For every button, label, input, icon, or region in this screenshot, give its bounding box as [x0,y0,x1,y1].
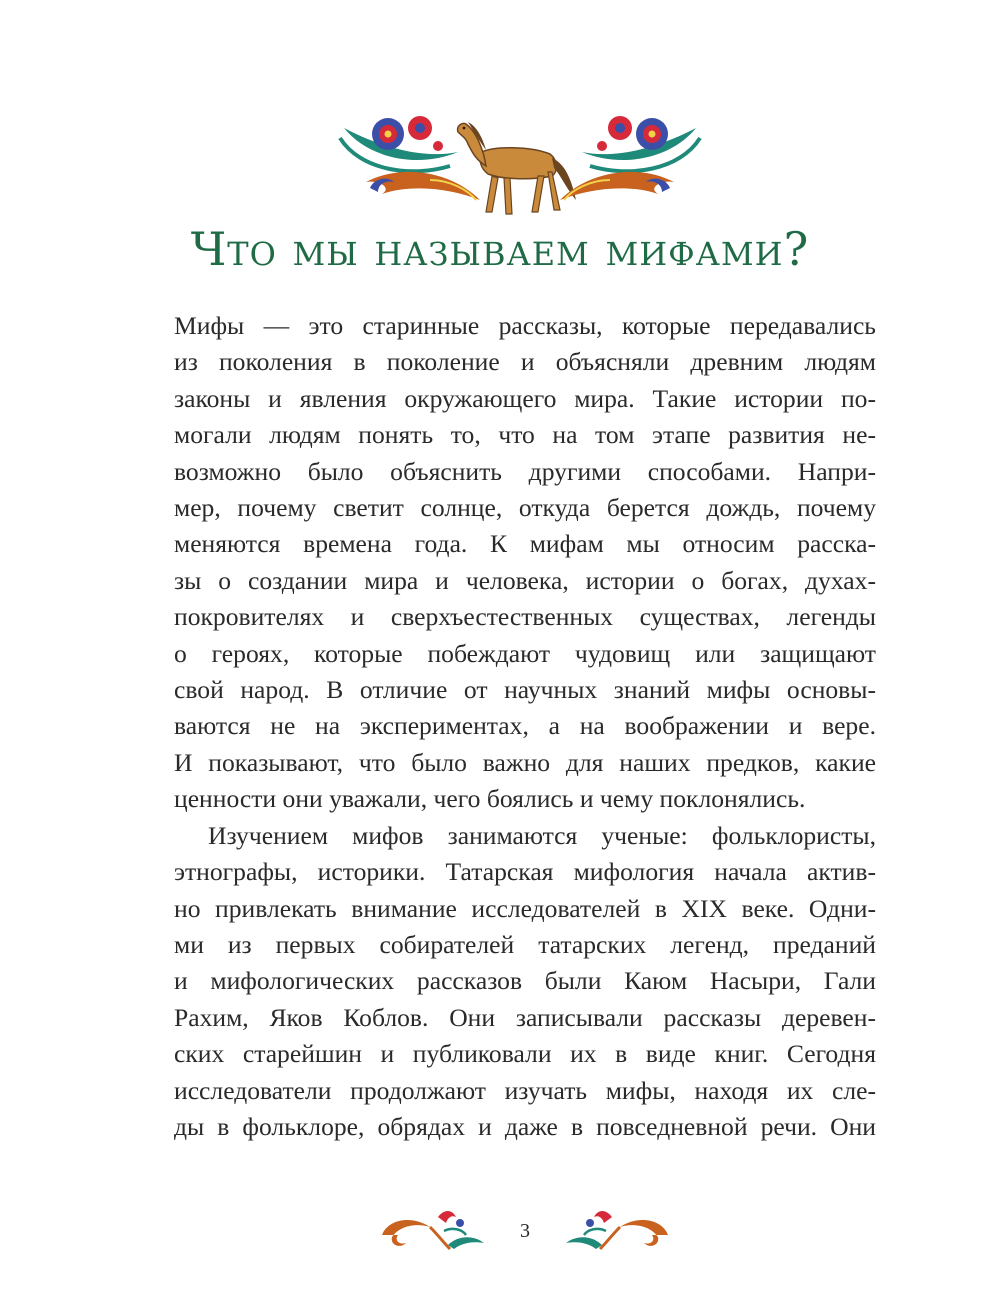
text-line: и мифологических рассказов были Каюм Насыри, Гали [174,966,876,996]
text-line: о героях, которые побеждают чудовищ или защищают [174,638,876,668]
footer-ornament-left-icon [378,1205,488,1253]
paragraph-2 [174,818,876,1146]
page-number: 3 [520,1220,530,1242]
text-line: законы и явления окружающего мира. Такие истории по- [174,383,876,413]
article-body [174,308,876,1145]
text-line: ских старейшин и публиковали их в виде книг. Сегодня [174,1039,876,1069]
text-line: И показывают, что было важно для наших предков, какие [174,747,876,777]
text-line: возможно было объяснить другими способами. Напри- [174,456,876,486]
text-line: исследователи продолжают изучать мифы, находя их сле- [174,1075,876,1105]
text-line: этнографы, историки. Татарская мифология начала актив- [174,857,876,887]
text-line: мер, почему светит солнце, откуда берется дождь, почему [174,493,876,523]
text-line: Рахим, Яков Коблов. Они записывали рассказы деревен- [174,1002,876,1032]
text-line: ценности они уважали, чего боялись и чему поклонялись. [174,784,806,814]
text-line: Изучением мифов занимаются ученые: фольклористы, [208,820,876,850]
text-line: ды в фольклоре, обрядах и даже в повседневной речи. Они [174,1111,876,1141]
text-line: из поколения в поколение и объясняли древним людям [174,347,876,377]
text-line: ми из первых собирателей татарских легенд, преданий [174,929,876,959]
text-line: меняются времена года. К мифам мы относим расска- [174,529,876,559]
text-line: покровителях и сверхъестественных существах, легенды [174,602,876,632]
footer-ornament-right-icon [562,1205,672,1253]
horse-ornament-icon [330,108,710,220]
page-title: Что мы называем мифами? [190,222,810,276]
text-line: но привлекать внимание исследователей в XIX веке. Одни- [174,893,876,923]
paragraph-1 [174,308,876,818]
text-line: могали людям понять то, что на том этапе развития не- [174,420,876,450]
text-line: зы о создании мира и человека, истории о богах, духах- [174,565,876,595]
right-floral-ornament [560,116,700,200]
text-line: Мифы — это старинные рассказы, которые передавались [174,311,876,340]
text-line: свой народ. В отличие от научных знаний мифы основы- [174,675,876,705]
text-line: ваются не на экспериментах, а на воображении и вере. [174,711,876,741]
